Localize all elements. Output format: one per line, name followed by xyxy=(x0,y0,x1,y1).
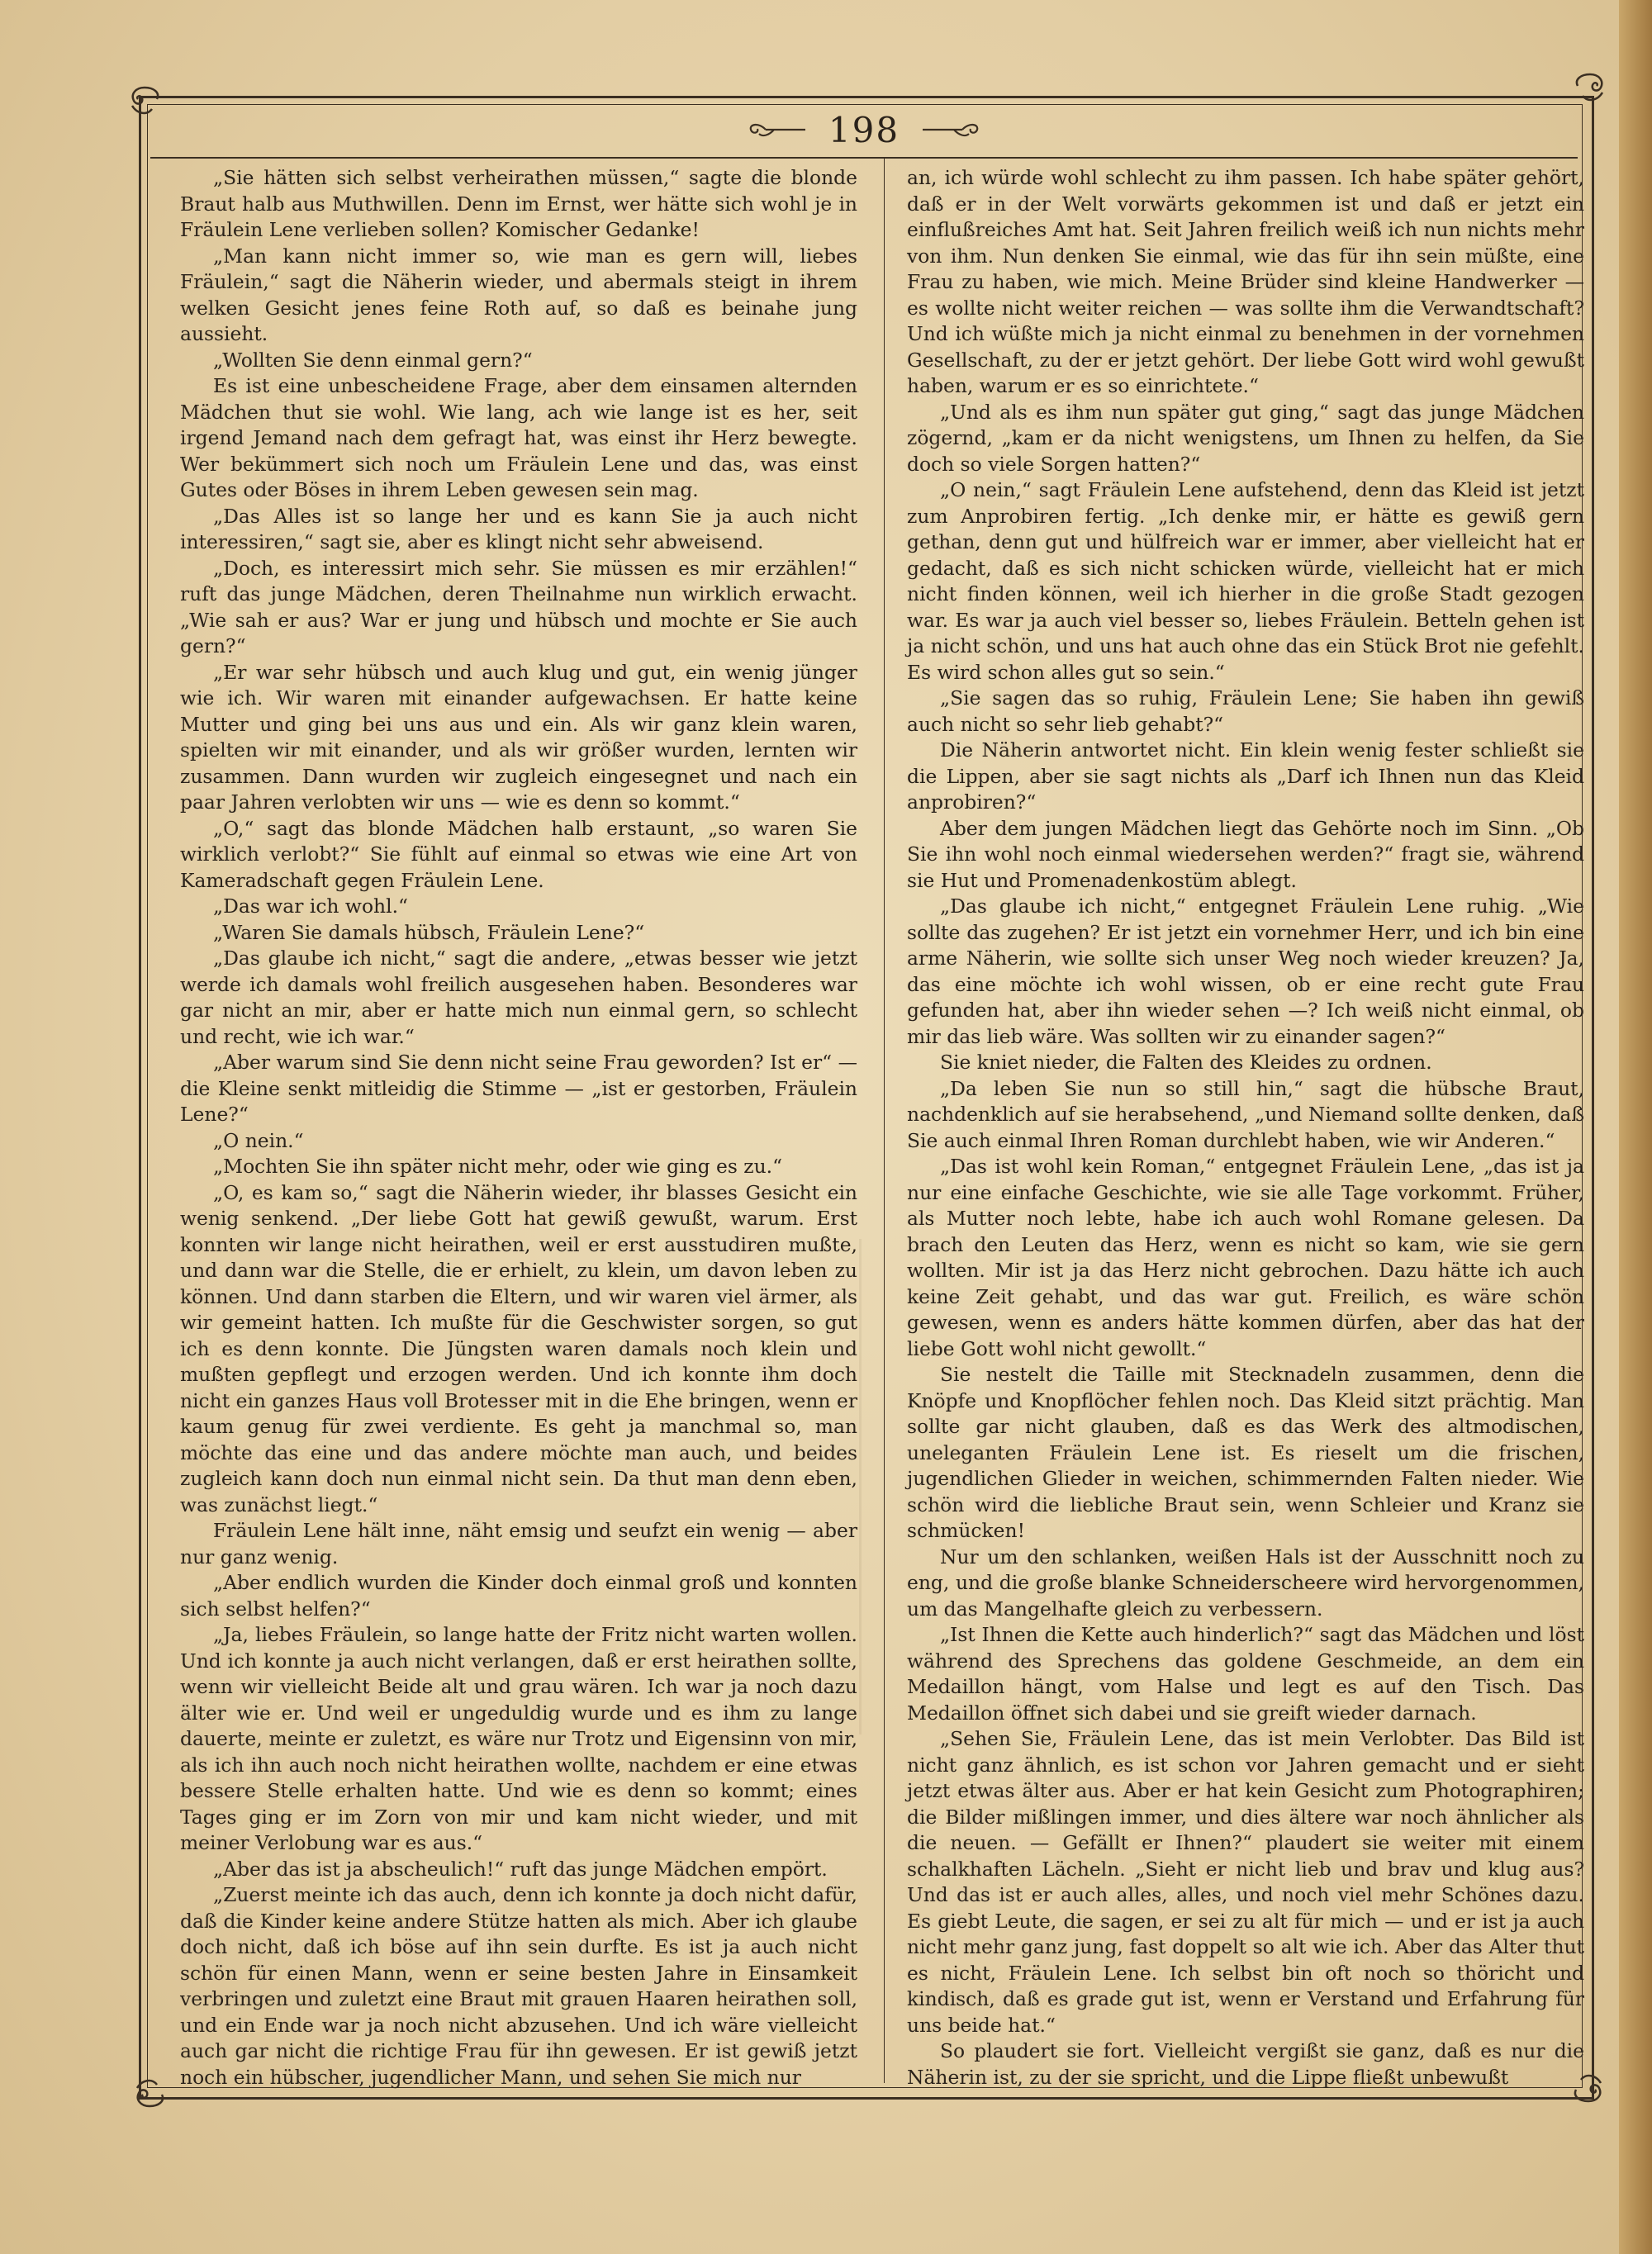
page-header xyxy=(147,106,1581,154)
paragraph: „O nein,“ sagt Fräulein Lene aufstehend, denn das Kleid ist jetzt zum Anprobiren fertig. „Ich denke mir, er hätte es gewiß gern gethan, denn gut und hülfreich war er immer, aber vielleicht hat er gedacht, daß es sich nicht schicken würde, vielleicht hat er mich nicht finden können, weil ich hierher in die große Stadt gezogen war. Es war ja auch viel besser so, liebes Fräulein. Betteln gehen ist ja nicht schön, und uns hat auch ohne das ein Stück Brot nie gefehlt. Es wird schon alles gut so sein.“ xyxy=(907,478,1584,684)
paragraph: „Das war ich wohl.“ xyxy=(213,894,408,918)
corner-ornament-icon xyxy=(129,2071,170,2113)
paragraph: „Mochten Sie ihn später nicht mehr, oder wie ging es zu.“ xyxy=(213,1155,783,1178)
paragraph: Fräulein Lene hält inne, näht emsig und seufzt ein wenig — aber nur ganz wenig. xyxy=(180,1519,857,1568)
paragraph: „Waren Sie damals hübsch, Fräulein Lene?“ xyxy=(213,920,645,944)
paragraph: „Sie hätten sich selbst verheirathen müssen,“ sagte die blonde Braut halb aus Muthwillen. Denn im Ernst, wer hätte sich wohl je in Fräulein Lene verlieben sollen? Komischer Gedanke! xyxy=(180,166,857,241)
paragraph: „Aber warum sind Sie denn nicht seine Frau geworden? Ist er“ — die Kleine senkt mitleidig die Stimme — „ist er gestorben, Fräulein Lene?“ xyxy=(180,1051,857,1126)
header-rule xyxy=(150,157,1578,159)
paragraph: So plaudert sie fort. Vielleicht vergißt sie ganz, daß es nur die Näherin ist, zu der sie spricht, und die Lippe fließt unbewußt xyxy=(907,2039,1584,2089)
paragraph: „Das Alles ist so lange her und es kann Sie ja auch nicht interessiren,“ sagt sie, aber es klingt nicht sehr abweisend. xyxy=(180,504,857,553)
text-column-left xyxy=(180,165,857,2089)
page-edge xyxy=(1619,0,1652,2254)
flourish-right-icon xyxy=(921,119,987,140)
paragraph: „Aber endlich wurden die Kinder doch einmal groß und konnten sich selbst helfen?“ xyxy=(180,1571,857,1621)
paragraph: Sie nestelt die Taille mit Stecknadeln zusammen, denn die Knöpfe und Knopflöcher fehlen noch. Das Kleid sitzt prächtig. Man sollte gar nicht glauben, daß es das Werk des altmodischen, uneleganten Fräulein Lene ist. Es rieselt um die frischen, jugendlichen Glieder in weichen, schimmernden Falten nieder. Wie schön wird die liebliche Braut sein, wenn Schleier und Kranz sie schmücken! xyxy=(907,1363,1584,1542)
paragraph: „Sehen Sie, Fräulein Lene, das ist mein Verlobter. Das Bild ist nicht ganz ähnlich, es ist schon vor Jahren gemacht und er sieht jetzt etwas älter aus. Aber er hat kein Gesicht zum Photographiren; die Bilder mißlingen immer, und dies ältere war noch ähnlicher als die neuen. — Gefällt er Ihnen?“ plaudert sie weiter mit einem schalkhaften Lächeln. „Sieht er nicht lieb und brav und klug aus? Und das ist er auch alles, alles, und noch viel mehr Schönes dazu. Es giebt Leute, die sagen, er sei zu alt für mich — und er ist ja auch nicht mehr ganz jung, fast doppelt so alt wie ich. Aber das Alter thut es nicht, Fräulein Lene. Ich selbst bin oft noch so thöricht und kindisch, daß es grade gut ist, wenn er Verstand und Erfahrung für uns beide hat.“ xyxy=(907,1727,1584,2037)
paragraph: „Da leben Sie nun so still hin,“ sagt die hübsche Braut, nachdenklich auf sie herabsehend, „und Niemand sollte denken, daß Sie auch einmal Ihren Roman durchlebt haben, wie wir Anderen.“ xyxy=(907,1076,1584,1152)
paragraph: Sie kniet nieder, die Falten des Kleides zu ordnen. xyxy=(940,1051,1432,1074)
page-number: 198 xyxy=(828,109,900,150)
paragraph: „Wollten Sie denn einmal gern?“ xyxy=(213,348,533,372)
paragraph: „Ja, liebes Fräulein, so lange hatte der Fritz nicht warten wollen. Und ich konnte ja auch nicht verlangen, daß er erst heirathen sollte, wenn wir vielleicht Beide alt und grau wären. Ich war ja noch dazu älter wie er. Und weil er ungeduldig wurde und es ihm zu lange dauerte, meinte er zuletzt, es wäre nur Trotz und Eigensinn von mir, als ich ihn auch noch nicht heirathen wollte, nachdem er eine etwas bessere Stelle erhalten hatte. Und wie es denn so kommt; eines Tages ging er im Zorn von mir und kam nicht wieder, und mit meiner Verlobung war es aus.“ xyxy=(180,1623,857,1854)
paragraph: Es ist eine unbescheidene Frage, aber dem einsamen alternden Mädchen thut sie wohl. Wie lang, ach wie lange ist es her, seit irgend Jemand nach dem gefragt hat, was einst ihr Herz bewegte. Wer bekümmert sich noch um Fräulein Lene und das, was einst Gutes oder Böses in ihrem Leben gewesen sein mag. xyxy=(180,374,857,501)
paragraph: „O,“ sagt das blonde Mädchen halb erstaunt, „so waren Sie wirklich verlobt?“ Sie fühlt auf einmal so etwas wie eine Art von Kameradschaft gegen Fräulein Lene. xyxy=(180,816,857,892)
corner-ornament-icon xyxy=(1569,68,1611,109)
paragraph: „Man kann nicht immer so, wie man es gern will, liebes Fräulein,“ sagt die Näherin wieder, und abermals steigt in ihrem welken Gesicht jenes feine Roth auf, so daß es beinahe jung aussieht. xyxy=(180,244,857,345)
paragraph: „Ist Ihnen die Kette auch hinderlich?“ sagt das Mädchen und löst während des Sprechens das goldene Geschmeide, an dem ein Medaillon hängt, vom Halse und legt es auf den Tisch. Das Medaillon öffnet sich dabei und sie greift wieder darnach. xyxy=(907,1623,1584,1725)
paragraph: „Doch, es interessirt mich sehr. Sie müssen es mir erzählen!“ ruft das junge Mädchen, deren Theilnahme nun wirklich erwacht. „Wie sah er aus? War er jung und hübsch und mochte er Sie auch gern?“ xyxy=(180,556,857,657)
paragraph: „O, es kam so,“ sagt die Näherin wieder, ihr blasses Gesicht ein wenig senkend. „Der liebe Gott hat gewiß gewußt, warum. Erst konnten wir lange nicht heirathen, weil er erst ausstudiren mußte, und dann war die Stelle, die er erhielt, zu klein, um davon leben zu können. Und dann starben die Eltern, und wir waren viel ärmer, als wir gemeint hatten. Ich mußte für die Geschwister sorgen, so gut ich es denn konnte. Die Jüngsten waren damals noch klein und mußten gepflegt und erzogen werden. Und ich konnte ihm doch nicht ein ganzes Haus voll Brotesser mit in die Ehe bringen, wenn er kaum genug für zwei verdiente. Es geht ja manchmal so, man möchte das eine und das andere möchte man auch, und beides zugleich kann doch nun einmal nicht sein. Da thut man denn eben, was zunächst liegt.“ xyxy=(180,1180,857,1516)
column-divider xyxy=(884,159,885,2083)
paragraph: Die Näherin antwortet nicht. Ein klein wenig fester schließt sie die Lippen, aber sie sagt nichts als „Darf ich Ihnen nun das Kleid anprobiren?“ xyxy=(907,738,1584,814)
paragraph: „Das ist wohl kein Roman,“ entgegnet Fräulein Lene, „das ist ja nur eine einfache Geschichte, wie sie alle Tage vorkommt. Früher, als Mutter noch lebte, habe ich auch wohl Romane gelesen. Da brach den Leuten das Herz, wenn es nicht so kam, wie sie gern wollten. Mir ist ja das Herz nicht gebrochen. Dazu hätte ich auch keine Zeit gehabt, und das war gut. Freilich, es wäre schön gewesen, wenn es anders hätte kommen dürfen, aber das hat der liebe Gott wohl nicht gewollt.“ xyxy=(907,1155,1584,1360)
paragraph: „Er war sehr hübsch und auch klug und gut, ein wenig jünger wie ich. Wir waren mit einander aufgewachsen. Er hatte keine Mutter und ging bei uns aus und ein. Als wir ganz klein waren, spielten wir mit einander, und als wir größer wurden, lernten wir zusammen. Dann wurden wir zugleich eingesegnet und nach ein paar Jahren verlobten wir uns — wie es denn so kommt.“ xyxy=(180,660,857,814)
paragraph: Nur um den schlanken, weißen Hals ist der Ausschnitt noch zu eng, und die große blanke Schneiderscheere wird hervorgenommen, um das Mangelhafte gleich zu verbessern. xyxy=(907,1545,1584,1621)
text-column-right xyxy=(907,165,1584,2089)
paragraph: Aber dem jungen Mädchen liegt das Gehörte noch im Sinn. „Ob Sie ihn wohl noch einmal wiedersehen werden?“ fragt sie, während sie Hut und Promenadenkostüm ablegt. xyxy=(907,816,1584,892)
paragraph: „Sie sagen das so ruhig, Fräulein Lene; Sie haben ihn gewiß auch nicht so sehr lieb gehabt?“ xyxy=(907,686,1584,736)
flourish-left-icon xyxy=(741,119,807,140)
paragraph: an, ich würde wohl schlecht zu ihm passen. Ich habe später gehört, daß er in der Welt vorwärts gekommen ist und daß er jetzt ein einflußreiches Amt hat. Seit Jahren freilich weiß ich nun nichts mehr von ihm. Nun denken Sie einmal, wie das für ihn sein müßte, eine Frau zu haben, wie mich. Meine Brüder sind kleine Handwerker — es wollte nicht weiter reichen — was sollte ihm die Verwandtschaft? Und ich wüßte mich ja nicht einmal zu benehmen in der vornehmen Gesellschaft, zu der er jetzt gehört. Der liebe Gott wird wohl gewußt haben, warum er es so einrichtete.“ xyxy=(907,166,1584,397)
paragraph: „Das glaube ich nicht,“ sagt die andere, „etwas besser wie jetzt werde ich damals wohl freilich ausgesehen haben. Besonderes war gar nicht an mir, aber er hatte mich nun einmal gern, so schlecht und recht, wie ich war.“ xyxy=(180,947,857,1048)
paragraph: „Aber das ist ja abscheulich!“ ruft das junge Mädchen empört. xyxy=(213,1857,828,1881)
paragraph: „Und als es ihm nun später gut ging,“ sagt das junge Mädchen zögernd, „kam er da nicht wenigstens, um Ihnen zu helfen, da Sie doch so viele Sorgen hatten?“ xyxy=(907,400,1584,476)
paragraph: „O nein.“ xyxy=(213,1128,304,1152)
paragraph: „Das glaube ich nicht,“ entgegnet Fräulein Lene ruhig. „Wie sollte das zugehen? Er ist jetzt ein vornehmer Herr, und ich bin eine arme Näherin, wie sollte sich unser Weg noch wieder kreuzen? Ja, das eine möchte ich wohl wissen, ob er eine recht gute Frau gefunden hat, aber ihn wieder sehen —? Ich weiß nicht einmal, ob mir das lieb wäre. Was sollten wir zu einander sagen?“ xyxy=(907,894,1584,1048)
paragraph: „Zuerst meinte ich das auch, denn ich konnte ja doch nicht dafür, daß die Kinder keine andere Stütze hatten als mich. Aber ich glaube doch nicht, daß ich böse auf ihn sein durfte. Es ist ja auch nicht schön für einen Mann, wenn er seine besten Jahre in Einsamkeit verbringen und zuletzt eine Braut mit grauen Haaren heirathen soll, und ein Ende war ja noch nicht abzusehen. Und ich wäre vielleicht auch gar nicht die richtige Frau für ihn gewesen. Er ist gewiß jetzt noch ein hübscher, jugendlicher Mann, und sehen Sie mich nur xyxy=(180,1883,857,2089)
